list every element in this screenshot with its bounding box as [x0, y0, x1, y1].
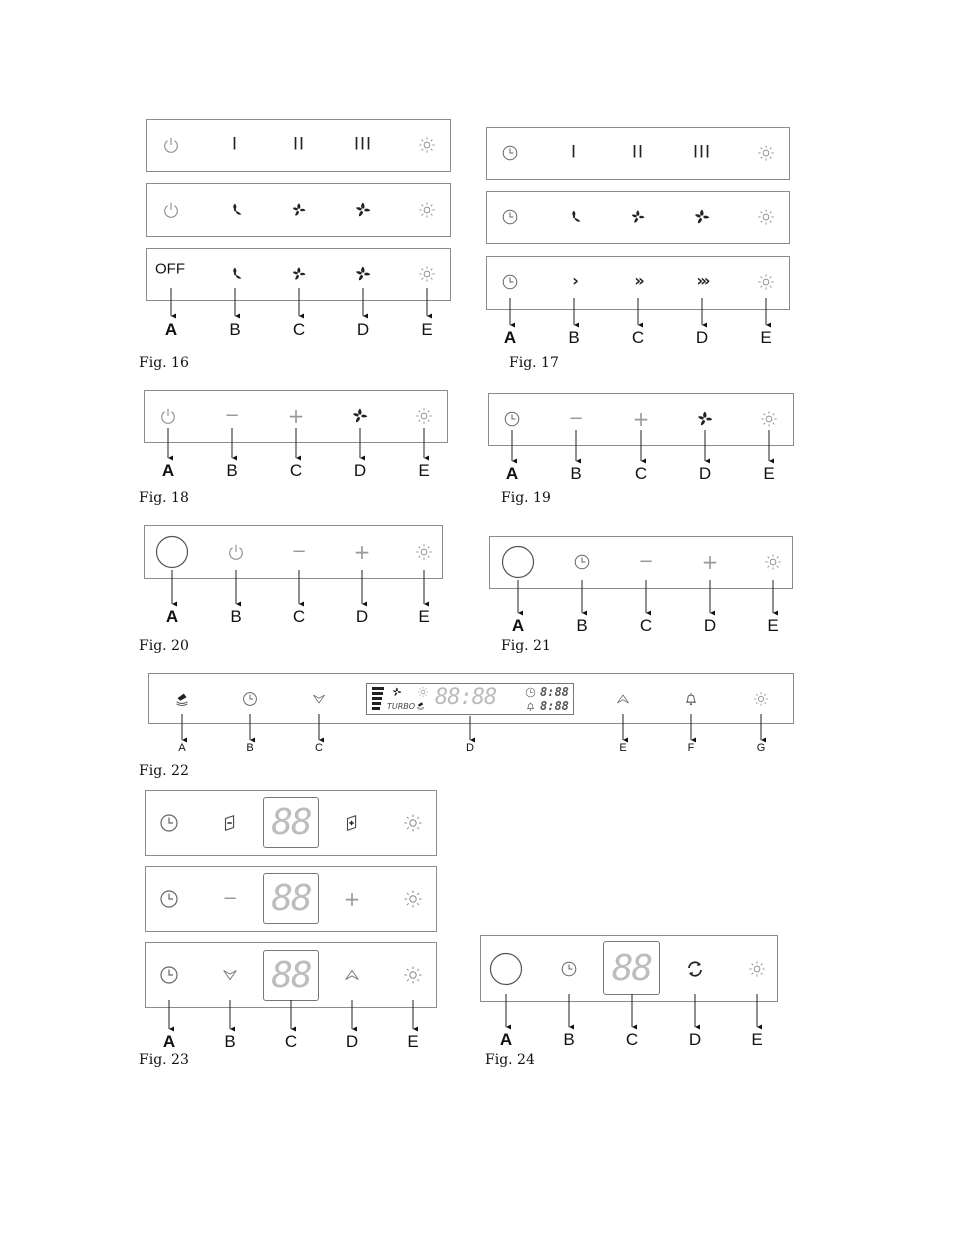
label-a: A: [178, 742, 186, 754]
label-d: D: [345, 1032, 359, 1051]
label-c: C: [625, 1030, 639, 1049]
fig22-caption: Fig. 22: [139, 763, 189, 779]
label-e: E: [421, 320, 433, 339]
fig19-caption: Fig. 19: [501, 490, 551, 506]
label-d: D: [353, 461, 367, 480]
label-c: C: [292, 320, 306, 339]
label-d: D: [703, 616, 717, 635]
label-a: A: [165, 607, 179, 626]
label-d: D: [698, 464, 712, 483]
label-d: D: [355, 607, 369, 626]
speed-3-button[interactable]: III: [353, 134, 373, 155]
label-b: B: [246, 742, 254, 754]
label-e: E: [763, 464, 775, 483]
digit-display: 88: [263, 797, 319, 848]
minus-icon[interactable]: −: [568, 408, 584, 429]
label-a: A: [162, 1032, 176, 1051]
label-c: C: [292, 607, 306, 626]
label-c: C: [631, 328, 645, 347]
lcd-turbo: TURBO: [387, 702, 416, 711]
off-button[interactable]: OFF: [155, 260, 185, 278]
label-f: F: [687, 742, 695, 754]
label-b: B: [224, 1032, 236, 1051]
speed-1-chevron-button[interactable]: ›: [572, 271, 576, 290]
label-e: E: [767, 616, 779, 635]
speed-2-chevron-button[interactable]: »: [634, 271, 642, 290]
label-b: B: [226, 461, 238, 480]
plus-icon[interactable]: +: [632, 407, 650, 431]
fig16-caption: Fig. 16: [139, 355, 189, 371]
plus-icon[interactable]: +: [343, 887, 361, 911]
label-c: C: [284, 1032, 298, 1051]
label-d: D: [466, 742, 474, 754]
plus-icon[interactable]: +: [287, 404, 305, 428]
label-a: A: [511, 616, 525, 635]
speed-3-button[interactable]: III: [692, 142, 712, 163]
digit-display: 88: [263, 950, 319, 1001]
label-d: D: [695, 328, 709, 347]
label-e: E: [619, 742, 627, 754]
lcd-timer-1: 8:88: [540, 685, 569, 699]
label-a: A: [164, 320, 178, 339]
fig18-caption: Fig. 18: [139, 490, 189, 506]
label-a: A: [161, 461, 175, 480]
fig23-caption: Fig. 23: [139, 1052, 189, 1068]
minus-icon[interactable]: −: [222, 888, 238, 909]
fig17-caption: Fig. 17: [509, 355, 559, 371]
label-a: A: [505, 464, 519, 483]
label-e: E: [418, 607, 430, 626]
lcd-clock: 88:88: [435, 685, 497, 710]
label-c: C: [289, 461, 303, 480]
label-a: A: [499, 1030, 513, 1049]
label-d: D: [688, 1030, 702, 1049]
speed-2-button[interactable]: II: [292, 134, 306, 155]
digit-display: 88: [263, 873, 319, 924]
minus-icon[interactable]: −: [291, 541, 307, 562]
label-b: B: [576, 616, 588, 635]
speed-1-button[interactable]: I: [570, 142, 578, 163]
label-e: E: [418, 461, 430, 480]
label-a: A: [503, 328, 517, 347]
label-c: C: [639, 616, 653, 635]
minus-icon[interactable]: −: [224, 405, 240, 426]
label-d: D: [356, 320, 370, 339]
fig21-caption: Fig. 21: [501, 638, 551, 654]
speed-1-button[interactable]: I: [231, 134, 239, 155]
label-c: C: [634, 464, 648, 483]
label-e: E: [760, 328, 772, 347]
plus-icon[interactable]: +: [701, 550, 719, 574]
digit-display: 88: [603, 941, 660, 995]
label-g: G: [756, 742, 766, 754]
lcd-timer-2: 8:88: [540, 699, 569, 713]
label-b: B: [570, 464, 582, 483]
speed-3-chevron-button[interactable]: »›: [696, 271, 708, 290]
label-e: E: [751, 1030, 763, 1049]
fig20-caption: Fig. 20: [139, 638, 189, 654]
minus-icon[interactable]: −: [638, 551, 654, 572]
label-b: B: [563, 1030, 575, 1049]
label-b: B: [568, 328, 580, 347]
label-b: B: [229, 320, 241, 339]
fig24-caption: Fig. 24: [485, 1052, 535, 1068]
speed-2-button[interactable]: II: [631, 142, 645, 163]
plus-icon[interactable]: +: [353, 540, 371, 564]
label-b: B: [230, 607, 242, 626]
label-c: C: [315, 742, 323, 754]
label-e: E: [407, 1032, 419, 1051]
